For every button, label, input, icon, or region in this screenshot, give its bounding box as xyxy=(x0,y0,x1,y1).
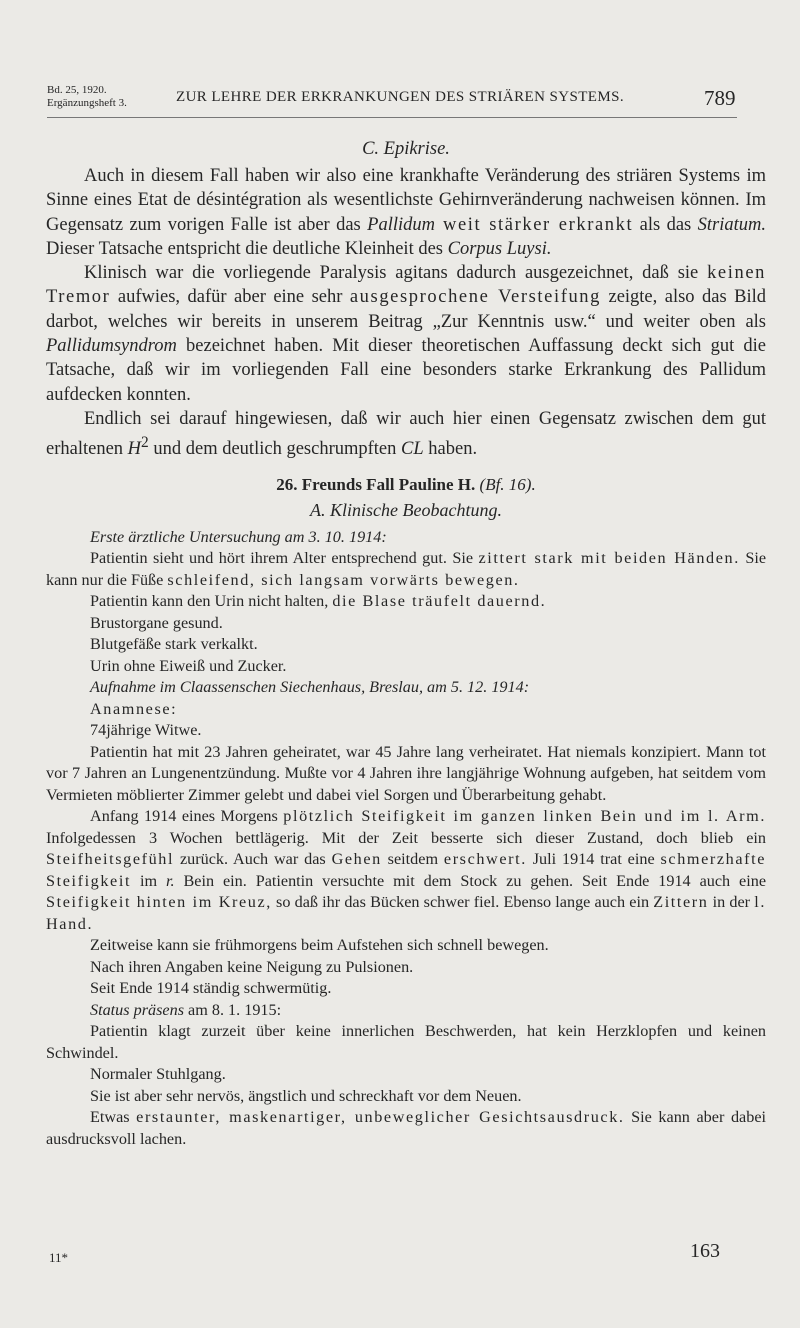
anamnese-paragraph-2: Anfang 1914 eines Morgens plötzlich Steifigkeit im ganzen linken Bein und im l. Arm. Infolgedessen 3 Wochen bettlägerig. Mit der Zeit besserte sich dieser Zustand, doch blieb ein Steifheitsgefühl zurück. Auch war das Gehen seitdem erschwert. Juli 1914 trat eine schmerzhafte Steifigkeit im r. Bein ein. Patientin versuchte mit dem Stock zu gehen. Seit Ende 1914 auch eine Steifigkeit hinten im Kreuz, so daß ihr das Bücken schwer fiel. Ebenso lange auch ein Zittern in der l. Hand. xyxy=(46,807,767,933)
signature-mark: 11* xyxy=(49,1250,69,1265)
exam-paragraph-5: Urin ohne Eiweiß und Zucker. xyxy=(90,656,287,675)
epikrise-paragraph-3: Endlich sei darauf hingewiesen, daß wir auch hier einen Gegensatz zwischen dem gut erhaltenen $H^2$ und dem deutlich geschrumpften CL haben. xyxy=(46,408,766,460)
status-paragraph-3: Sie ist aber sehr nervös, ängstlich und schreckhaft vor dem Neuen. xyxy=(90,1086,522,1105)
subsection-heading: A. Klinische Beobachtung. xyxy=(310,499,502,520)
exam-label: Erste ärztliche Untersuchung am 3. 10. 1914: xyxy=(90,527,387,546)
running-title: ZUR LEHRE DER ERKRANKUNGEN DES STRIÄREN SYSTEMS. xyxy=(176,89,624,105)
header-supplement: Ergänzungsheft 3. xyxy=(47,97,127,109)
anamnese-paragraph-1: Patientin hat mit 23 Jahren geheiratet, war 45 Jahre lang verheiratet. Hat niemals konzipiert. Mann tot vor 7 Jahren an Lungenentzündung. Mußte vor 4 Jahren ihre langjährige Wohnung aufgeben, hat seitdem vom Vermieten möblierter Zimmer gelebt und dabei viel Sorgen und Überarbeitung gehabt. xyxy=(46,742,766,804)
status-paragraph-4: Etwas erstaunter, maskenartiger, unbeweglicher Gesichtsausdruck. Sie kann aber dabei ausdrucksvoll lachen. xyxy=(46,1108,766,1148)
header-rule xyxy=(47,117,737,118)
status-label: Status präsens am 8. 1. 1915: xyxy=(90,1000,282,1019)
exam-paragraph-4: Blutgefäße stark verkalkt. xyxy=(90,635,258,654)
exam-paragraph-3: Brustorgane gesund. xyxy=(90,613,223,632)
section-heading-epikrise: C. Epikrise. xyxy=(362,139,450,159)
status-paragraph-2: Normaler Stuhlgang. xyxy=(90,1065,226,1084)
exam-paragraph-1: Patientin sieht und hört ihrem Alter entsprechend gut. Sie zittert stark mit beiden Händen. Sie kann nur die Füße schleifend, sich langsam vorwärts bewegen. xyxy=(46,549,766,589)
page-number: 789 xyxy=(704,86,736,110)
status-paragraph-1: Patientin klagt zurzeit über keine innerlichen Beschwerden, hat kein Herzklopfen und keinen Schwindel. xyxy=(46,1022,766,1062)
anamnese-paragraph-3: Zeitweise kann sie frühmorgens beim Aufstehen sich schnell bewegen. xyxy=(90,936,549,955)
header-volume: Bd. 25, 1920. xyxy=(47,84,107,96)
anamnese-paragraph-5: Seit Ende 1914 ständig schwermütig. xyxy=(90,979,332,998)
epikrise-paragraph-2: Klinisch war die vorliegende Paralysis agitans dadurch ausgezeichnet, daß sie keinen Tremor aufwies, dafür aber eine sehr ausgesprochene Versteifung zeigte, also das Bild darbot, welches wir bereits in unserem Beitrag „Zur Kenntnis usw.“ und weiter oben als Pallidumsyndrom bezeichnet haben. Mit dieser theoretischen Auffassung deckt sich gut die Tatsache, daß wir im vorliegenden Fall eine besonders starke Erkrankung des Pallidum aufdecken konnten. xyxy=(46,263,766,405)
exam-paragraph-2: Patientin kann den Urin nicht halten, die Blase träufelt dauernd. xyxy=(90,592,547,611)
patient-age: 74jährige Witwe. xyxy=(90,721,202,740)
anamnese-label: Anamnese: xyxy=(90,699,178,718)
case-reference: (Bf. 16). xyxy=(479,474,536,494)
footer-page-number: 163 xyxy=(690,1240,720,1262)
admission-label: Aufnahme im Claassenschen Siechenhaus, Breslau, am 5. 12. 1914: xyxy=(90,678,530,697)
case-title: 26. Freunds Fall Pauline H. (Bf. 16). xyxy=(276,474,536,494)
anamnese-paragraph-4: Nach ihren Angaben keine Neigung zu Pulsionen. xyxy=(90,957,414,976)
body-text xyxy=(46,136,766,1150)
epikrise-paragraph-1: Auch in diesem Fall haben wir also eine krankhafte Veränderung des striären Systems im Sinne eines Etat de désintégration als wesentlichste Gehirnveränderung nachweisen können. Im Gegensatz zum vorigen Falle ist aber das Pallidum weit stärker erkrankt als das Striatum. Dieser Tatsache entspricht die deutliche Kleinheit des Corpus Luysi. xyxy=(46,166,766,259)
header-journal-info xyxy=(47,84,127,110)
